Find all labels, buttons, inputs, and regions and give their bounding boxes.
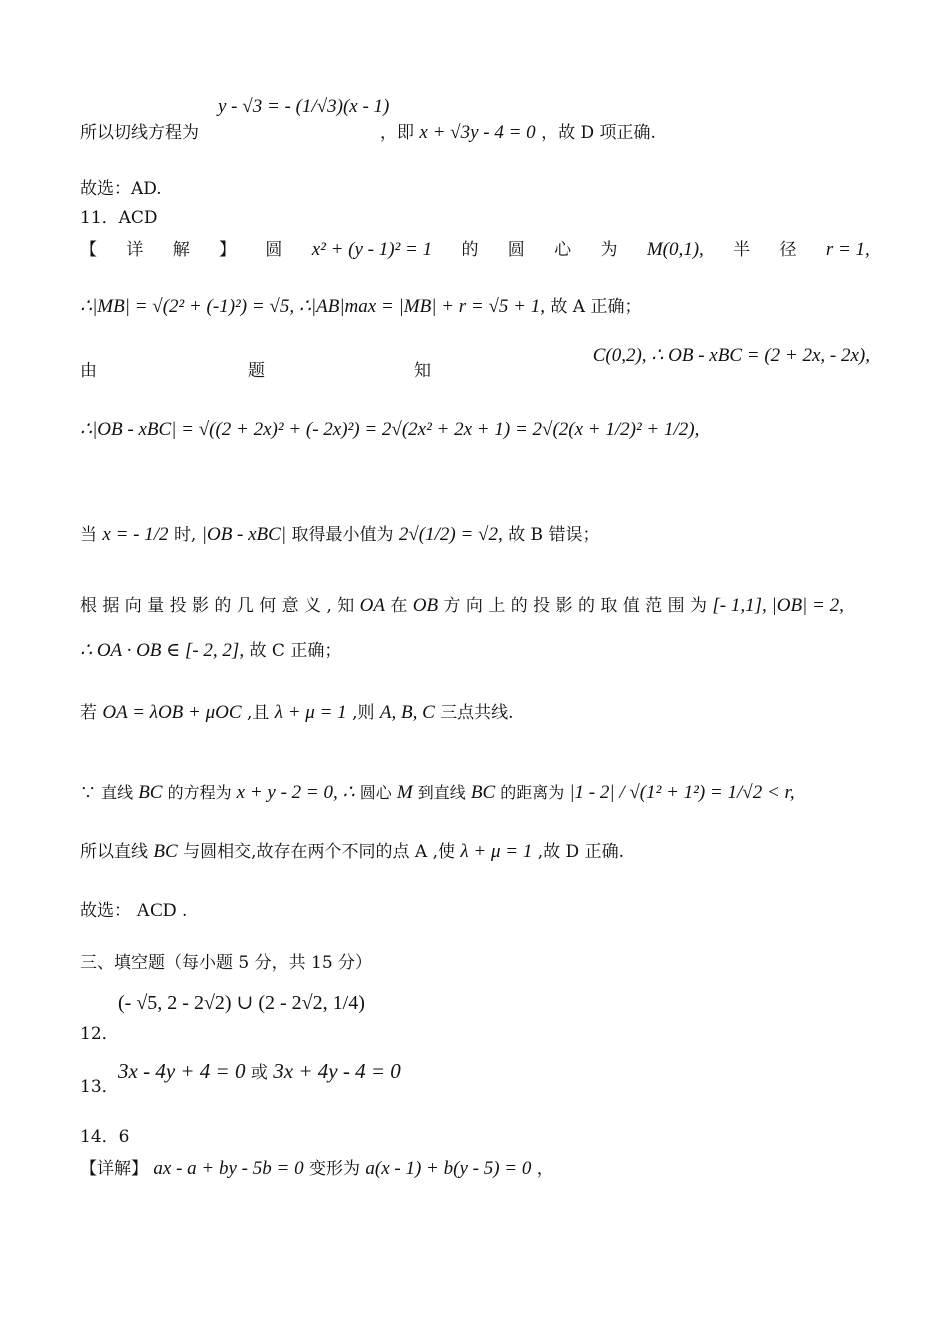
intersection-line bbox=[80, 837, 624, 863]
norm-expansion-line bbox=[80, 418, 699, 441]
text-seg: . bbox=[181, 901, 188, 921]
equation: |OB - xBC| bbox=[201, 524, 287, 545]
equation: r = 1, bbox=[825, 239, 870, 260]
equation: y - √3 = - (1/√3)(x - 1) bbox=[218, 96, 390, 117]
tangent-equation bbox=[218, 96, 389, 118]
text-seg: 详 bbox=[126, 240, 144, 260]
equation: (- √5, 2 - 2√2) ∪ (2 - 2√2, 1/4) bbox=[118, 992, 365, 1014]
text-seg: 为 bbox=[600, 240, 618, 260]
answer-11 bbox=[80, 896, 187, 922]
answer-10: 故选：AD. bbox=[80, 179, 162, 199]
text-seg: 半 bbox=[733, 240, 751, 260]
text-seg: 在 bbox=[390, 596, 408, 616]
collinear-line bbox=[80, 698, 514, 724]
text-seg: 的方程为 bbox=[167, 783, 232, 802]
text-seg: 径 bbox=[779, 240, 797, 260]
equation: [- 1,1], |OB| = 2, bbox=[712, 595, 844, 616]
equation: 3x + 4y - 4 = 0 bbox=[273, 1059, 401, 1083]
equation: M(0,1), bbox=[646, 239, 704, 260]
text-seg: 的距离为 bbox=[500, 783, 565, 802]
vector-var: OB bbox=[412, 595, 439, 616]
text-seg: 取得最小值为 bbox=[291, 525, 394, 545]
circle-center-line bbox=[80, 235, 870, 261]
text-seg: 三点共线. bbox=[440, 703, 514, 723]
question-13-answer bbox=[118, 1058, 401, 1084]
equation: x + √3y - 4 = 0 bbox=[419, 122, 536, 143]
text-seg: ，故 D 项正确. bbox=[541, 123, 656, 143]
equation: x² + (y - 1)² = 1 bbox=[311, 239, 433, 260]
text-seg: 故选： bbox=[80, 901, 131, 921]
equation: OA = λOB + μOC bbox=[102, 702, 242, 723]
text-seg: ,故 D 正确. bbox=[537, 842, 624, 862]
text-seg: ， bbox=[536, 1159, 554, 1179]
text-seg: 所以直线 bbox=[80, 842, 148, 862]
equation: ∴|MB| = √(2² + (-1)²) = √5, ∴|AB|max = |MB| + r = √5 + 1, bbox=[80, 296, 545, 317]
equation: ∴ OA · OB ∈ [- 2, 2], bbox=[80, 640, 245, 661]
text-seg: 圆心 bbox=[359, 783, 392, 802]
text-seg: 的 bbox=[461, 240, 479, 260]
equation: ∴|OB - xBC| = √((2 + 2x)² + (- 2x)²) = 2√(2x² + 2x + 1) = 2√(2(x + 1/2)² + 1/2), bbox=[80, 419, 700, 440]
equation: 3x - 4y + 4 = 0 bbox=[118, 1059, 246, 1083]
question-11-header: 11．ACD bbox=[80, 208, 158, 228]
equation: A, B, C bbox=[379, 702, 435, 723]
text-seg: 【详解】 bbox=[80, 1159, 148, 1179]
question-12-answer bbox=[118, 990, 365, 1015]
equation: 2√(1/2) = √2, bbox=[398, 524, 503, 545]
text-seg: 题 bbox=[248, 361, 265, 381]
text-seg: 方 向 上 的 投 影 的 取 值 范 围 为 bbox=[443, 596, 707, 616]
vector-var: BC bbox=[138, 782, 163, 803]
text-seg: 解 bbox=[172, 240, 190, 260]
tangent-line-text bbox=[80, 118, 199, 143]
equation: x + y - 2 = 0, ∴ bbox=[236, 782, 355, 803]
vector-var: BC bbox=[153, 841, 178, 862]
question-12-number: 12． bbox=[80, 1024, 119, 1044]
text-seg: 所以切线方程为 bbox=[80, 123, 199, 143]
equation: ACD bbox=[136, 900, 177, 921]
text-seg: ,则 bbox=[352, 703, 375, 723]
text-seg: ∵ 直线 bbox=[80, 783, 134, 802]
text-seg: 圆 bbox=[265, 240, 283, 260]
text-seg: 故 C 正确； bbox=[249, 641, 342, 661]
text-seg: 故 B 错误； bbox=[508, 525, 600, 545]
tangent-line-tail bbox=[380, 118, 656, 144]
vector-var: M bbox=[396, 782, 413, 803]
text-seg: 知 bbox=[414, 361, 431, 381]
text-seg: 由 bbox=[80, 361, 97, 381]
text-seg: 变形为 bbox=[308, 1159, 360, 1179]
projection-line bbox=[80, 591, 844, 617]
text-seg: 当 bbox=[80, 525, 97, 545]
equation: ax - a + by - 5b = 0 bbox=[153, 1158, 304, 1179]
text-seg: 故 A 正确； bbox=[550, 297, 642, 317]
dot-product-range-line bbox=[80, 636, 341, 662]
question-13-number: 13． bbox=[80, 1077, 119, 1097]
text-seg: 时, bbox=[173, 525, 197, 545]
vector-var: BC bbox=[470, 782, 496, 803]
equation: λ + μ = 1 bbox=[274, 702, 347, 723]
text-seg: ,且 bbox=[246, 703, 270, 723]
text-seg: 到直线 bbox=[417, 783, 466, 802]
text-seg: ，即 bbox=[380, 123, 414, 143]
equation: a(x - 1) + b(y - 5) = 0 bbox=[365, 1158, 532, 1179]
vector-var: OA bbox=[359, 595, 385, 616]
section-heading: 三、填空题（每小题 5 分，共 15 分） bbox=[80, 953, 373, 973]
equation: C(0,2), ∴ OB - xBC = (2 + 2x, - 2x), bbox=[592, 345, 870, 366]
max-ab-line bbox=[80, 292, 641, 318]
text-seg: 根 据 向 量 投 影 的 几 何 意 义 , 知 bbox=[80, 596, 355, 616]
question-14-header: 14．6 bbox=[80, 1127, 130, 1147]
equation: |1 - 2| / √(1² + 1²) = 1/√2 < r, bbox=[569, 782, 795, 803]
text-seg: 【 bbox=[80, 240, 97, 260]
min-value-line bbox=[80, 520, 599, 546]
question-14-detail bbox=[80, 1154, 554, 1180]
equation: x = - 1/2 bbox=[102, 524, 169, 545]
text-seg: 与圆相交,故存在两个不同的点 A ,使 bbox=[183, 842, 455, 862]
text-seg: 圆 bbox=[507, 240, 525, 260]
equation: λ + μ = 1 bbox=[460, 841, 533, 862]
text-seg: 或 bbox=[250, 1063, 268, 1083]
distance-line bbox=[80, 780, 795, 804]
text-seg: 心 bbox=[554, 240, 572, 260]
text-seg: 若 bbox=[80, 703, 97, 723]
text-seg: 】 bbox=[219, 240, 237, 260]
